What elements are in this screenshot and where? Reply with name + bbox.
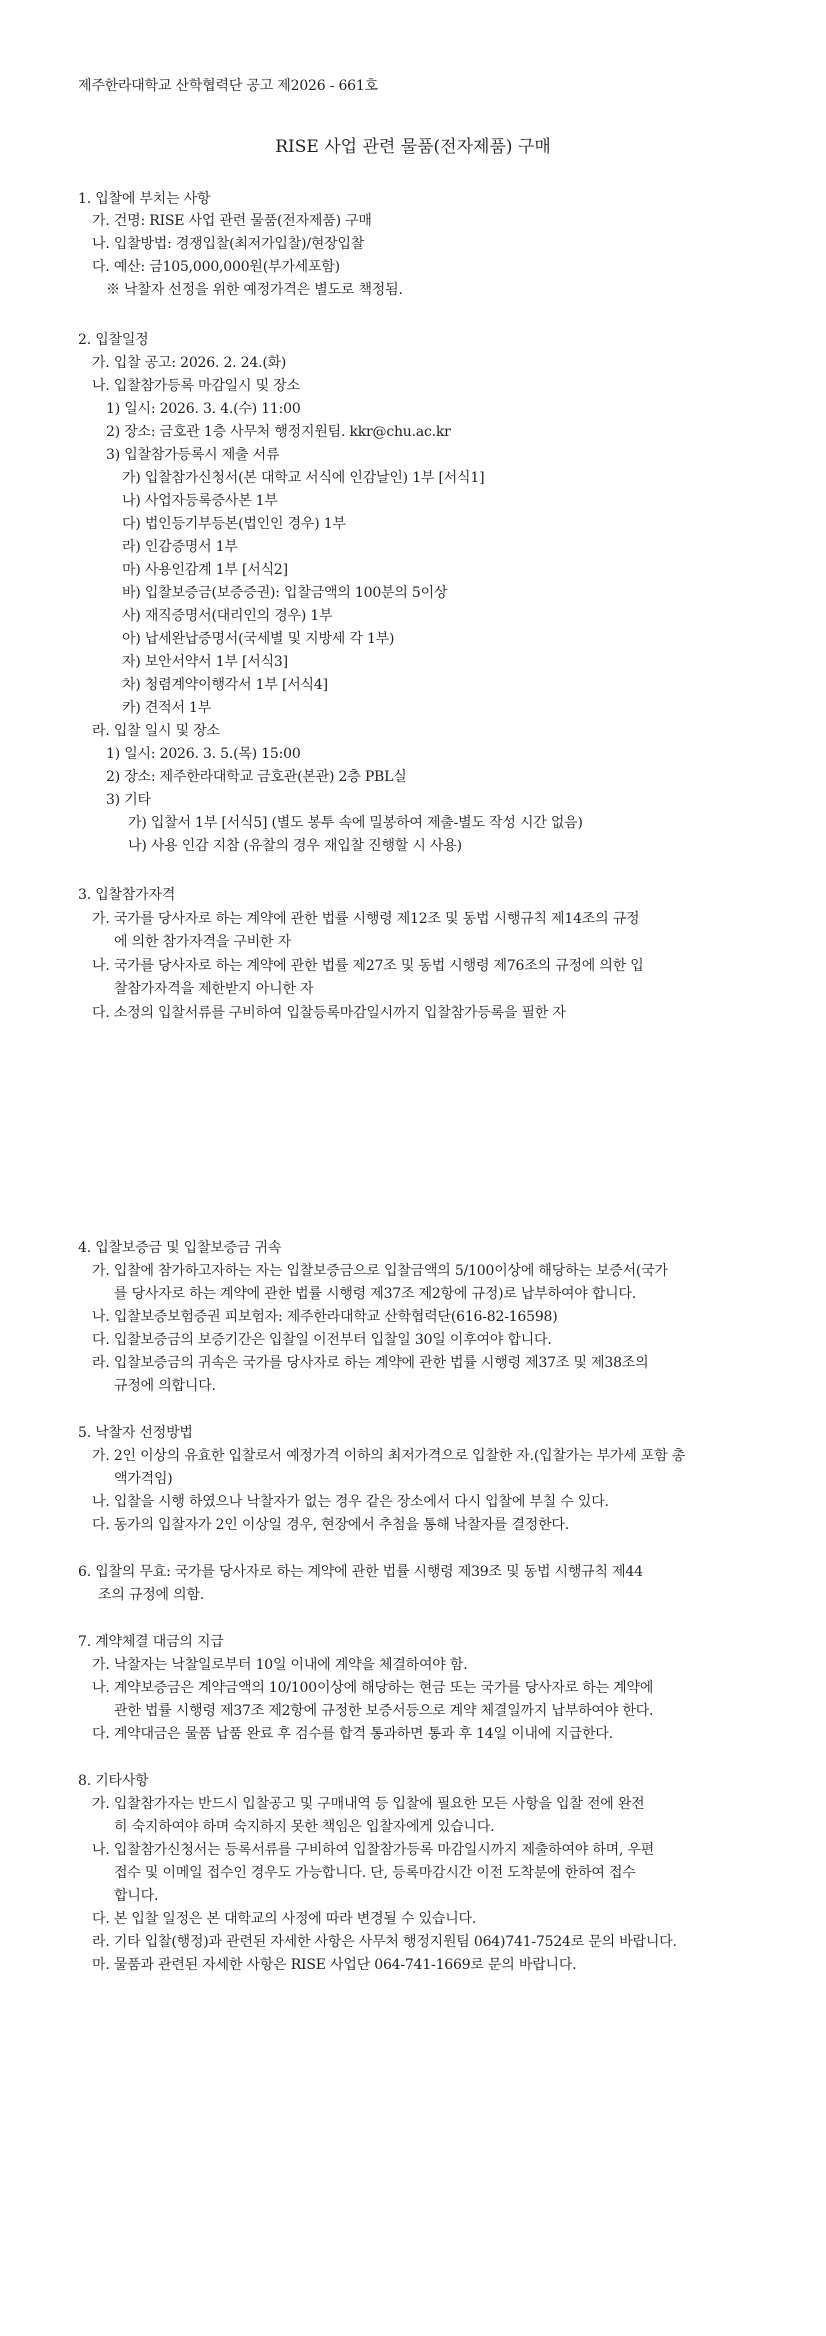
section-line: 나. 입찰보증보험증권 피보험자: 제주한라대학교 산학협력단(616-82-16598) — [92, 1309, 558, 1325]
section-line: 2) 장소: 금호관 1층 사무처 행정지원팀. kkr@chu.ac.kr — [106, 424, 451, 440]
section-line: 가. 국가를 당사자로 하는 계약에 관한 법률 시행령 제12조 및 동법 시행규칙 제14조의 규정 — [92, 911, 640, 927]
section-line: 나. 입찰참가등록 마감일시 및 장소 — [92, 378, 300, 394]
section-line: 3) 입찰참가등록시 제출 서류 — [106, 447, 280, 463]
section-line: 사) 재직증명서(대리인의 경우) 1부 — [122, 608, 333, 624]
section-line: 1) 일시: 2026. 3. 5.(목) 15:00 — [106, 746, 301, 762]
section-line: 나. 계약보증금은 계약금액의 10/100이상에 해당하는 현금 또는 국가를 당사자로 하는 계약에 — [92, 1680, 654, 1696]
section-heading: 3. 입찰참가자격 — [78, 887, 176, 903]
section-line: 아) 납세완납증명서(국세별 및 지방세 각 1부) — [122, 631, 395, 647]
section-line: 관한 법률 시행령 제37조 제2항에 규정한 보증서등으로 계약 체결일까지 납부하여야 한다. — [114, 1703, 654, 1719]
section-heading: 6. 입찰의 무효: 국가를 당사자로 하는 계약에 관한 법률 시행령 제39조 및 동법 시행규칙 제44 — [78, 1564, 643, 1580]
section-line: 다. 동가의 입찰자가 2인 이상일 경우, 현장에서 추첨을 통해 낙찰자를 결정한다. — [92, 1517, 570, 1533]
section-line: 다. 계약대금은 물품 납품 완료 후 검수를 합격 통과하면 통과 후 14일 이내에 지급한다. — [92, 1726, 613, 1742]
section-line: 나. 입찰을 시행 하였으나 낙찰자가 없는 경우 같은 장소에서 다시 입찰에 부칠 수 있다. — [92, 1494, 609, 1510]
section-line: 나. 국가를 당사자로 하는 계약에 관한 법률 제27조 및 동법 시행령 제76조의 규정에 의한 입 — [92, 958, 644, 974]
section-line: 나) 사용 인감 지참 (유찰의 경우 재입찰 진행할 시 사용) — [128, 838, 462, 854]
section-line: 라) 인감증명서 1부 — [122, 539, 238, 555]
section-line: 액가격임) — [114, 1471, 173, 1487]
section-line: 합니다. — [114, 1888, 159, 1904]
section-line: 카) 견적서 1부 — [122, 700, 212, 716]
section-line: 2) 장소: 제주한라대학교 금호관(본관) 2층 PBL실 — [106, 769, 407, 785]
section-line: 나. 입찰참가신청서는 등록서류를 구비하여 입찰참가등록 마감일시까지 제출하여야 하며, 우편 — [92, 1842, 655, 1858]
section-line: 라. 입찰 일시 및 장소 — [92, 723, 220, 739]
section-line: 가. 낙찰자는 낙찰일로부터 10일 이내에 계약을 체결하여야 함. — [92, 1657, 468, 1673]
section-line: 찰참가자격을 제한받지 아니한 자 — [114, 981, 314, 997]
section-line: 자) 보안서약서 1부 [서식3] — [122, 654, 288, 670]
section-line: 접수 및 이메일 접수인 경우도 가능합니다. 단, 등록마감시간 이전 도착분에 한하여 접수 — [114, 1865, 636, 1881]
section-line: 라. 기타 입찰(행정)과 관련된 자세한 사항은 사무처 행정지원팀 064)741-7524로 문의 바랍니다. — [92, 1934, 677, 1950]
notice-number: 제주한라대학교 산학협력단 공고 제2026 - 661호 — [78, 78, 378, 94]
section-heading: 4. 입찰보증금 및 입찰보증금 귀속 — [78, 1240, 282, 1256]
section-line: 가. 2인 이상의 유효한 입찰로서 예정가격 이하의 최저가격으로 입찰한 자.(입찰가는 부가세 포함 총 — [92, 1448, 686, 1464]
section-line: 다. 입찰보증금의 보증기간은 입찰일 이전부터 입찰일 30일 이후여야 합니다. — [92, 1332, 552, 1348]
section-line: 다. 예산: 금105,000,000원(부가세포함) — [92, 259, 340, 275]
section-line: 마. 물품과 관련된 자세한 사항은 RISE 사업단 064-741-1669로 문의 바랍니다. — [92, 1957, 577, 1973]
section-line: 에 의한 참가자격을 구비한 자 — [114, 934, 291, 950]
section-heading: 8. 기타사항 — [78, 1773, 149, 1789]
section-line: 다. 본 입찰 일정은 본 대학교의 사정에 따라 변경될 수 있습니다. — [92, 1911, 477, 1927]
section-line: 규정에 의합니다. — [114, 1378, 216, 1394]
section-line: 가. 입찰에 참가하고자하는 자는 입찰보증금으로 입찰금액의 5/100이상에 해당하는 보증서(국가 — [92, 1263, 668, 1279]
section-line: 3) 기타 — [106, 792, 151, 808]
section-line: 다) 법인등기부등본(법인인 경우) 1부 — [122, 516, 346, 532]
section-line: 바) 입찰보증금(보증증권): 입찰금액의 100분의 5이상 — [122, 585, 448, 601]
section-line: 를 당사자로 하는 계약에 관한 법률 시행령 제37조 제2항에 규정)로 납부하여야 합니다. — [114, 1286, 637, 1302]
section-heading: 5. 낙찰자 선정방법 — [78, 1425, 193, 1441]
section-line: ※ 낙찰자 선정을 위한 예정가격은 별도로 책정됨. — [106, 282, 403, 298]
section-heading: 7. 계약체결 대금의 지급 — [78, 1634, 224, 1650]
section-line: 가) 입찰서 1부 [서식5] (별도 봉투 속에 밀봉하여 제출-별도 작성 시간 없음) — [128, 815, 583, 831]
section-line: 차) 청렴계약이행각서 1부 [서식4] — [122, 677, 328, 693]
page-title: RISE 사업 관련 물품(전자제품) 구매 — [275, 137, 551, 157]
section-line: 라. 입찰보증금의 귀속은 국가를 당사자로 하는 계약에 관한 법률 시행령 제37조 및 제38조의 — [92, 1355, 649, 1371]
section-line: 나) 사업자등록증사본 1부 — [122, 493, 278, 509]
section-line: 히 숙지하여야 하며 숙지하지 못한 책임은 입찰자에게 있습니다. — [114, 1819, 495, 1835]
section-line: 가) 입찰참가신청서(본 대학교 서식에 인감날인) 1부 [서식1] — [122, 470, 485, 486]
section-line: 마) 사용인감계 1부 [서식2] — [122, 562, 288, 578]
section-line: 조의 규정에 의함. — [98, 1587, 205, 1603]
section-heading: 2. 입찰일정 — [78, 332, 149, 348]
section-line: 가. 입찰참가자는 반드시 입찰공고 및 구매내역 등 입찰에 필요한 모든 사항을 입찰 전에 완전 — [92, 1796, 645, 1812]
section-heading: 1. 입찰에 부치는 사항 — [78, 191, 211, 207]
section-line: 가. 건명: RISE 사업 관련 물품(전자제품) 구매 — [92, 213, 372, 229]
section-line: 나. 입찰방법: 경쟁입찰(최저가입찰)/현장입찰 — [92, 236, 365, 252]
section-line: 가. 입찰 공고: 2026. 2. 24.(화) — [92, 355, 287, 371]
section-line: 다. 소정의 입찰서류를 구비하여 입찰등록마감일시까지 입찰참가등록을 필한 자 — [92, 1005, 566, 1021]
section-line: 1) 일시: 2026. 3. 4.(수) 11:00 — [106, 401, 301, 417]
